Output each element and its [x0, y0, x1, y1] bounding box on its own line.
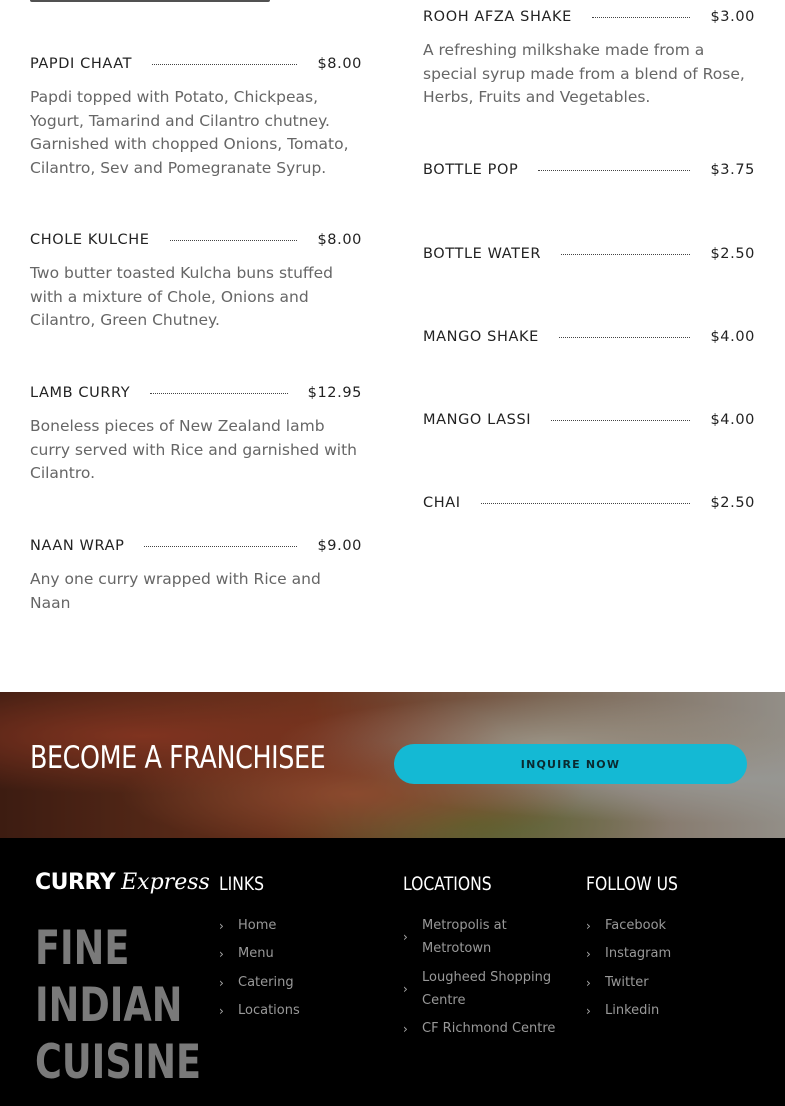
chevron-right-icon: ›	[219, 918, 224, 933]
footer-link-menu[interactable]	[219, 942, 274, 965]
footer-location-label: Lougheed Shopping Centre	[422, 970, 552, 1008]
menu-item-name: ROOH AFZA SHAKE	[423, 9, 572, 25]
footer-link-label: Catering	[238, 975, 294, 990]
menu-item	[30, 536, 362, 615]
chevron-right-icon: ›	[586, 975, 591, 990]
inquire-now-button[interactable]	[394, 744, 747, 784]
footer-link-label: Locations	[238, 1003, 300, 1018]
dotted-leader	[150, 393, 287, 394]
chevron-right-icon: ›	[403, 930, 408, 944]
footer-social-twitter[interactable]	[586, 971, 649, 994]
footer-location-label: CF Richmond Centre	[422, 1021, 556, 1036]
follow-heading: FOLLOW US	[586, 873, 678, 895]
chevron-right-icon: ›	[403, 982, 408, 996]
chevron-right-icon: ›	[586, 1003, 591, 1018]
dotted-leader	[152, 64, 297, 65]
menu-item	[423, 244, 755, 264]
footer-social-label: Facebook	[605, 918, 667, 933]
menu-item-name: LAMB CURRY	[30, 385, 131, 401]
footer-locations-column	[403, 870, 556, 1036]
menu-item-price: $3.00	[710, 9, 755, 25]
footer-location-lougheed[interactable]	[403, 966, 553, 1012]
footer-follow-column	[586, 870, 698, 1018]
dotted-leader	[144, 546, 297, 547]
menu-item-name: BOTTLE WATER	[423, 246, 542, 262]
dotted-leader	[592, 17, 691, 18]
franchise-title: BECOME A FRANCHISEE	[30, 740, 326, 776]
menu-item-description: Two butter toasted Kulcha buns stuffed with a mixture of Chole, Onions and Cilantro, Green Chutney.	[30, 264, 333, 329]
dotted-leader	[481, 503, 691, 504]
menu-item	[423, 327, 755, 347]
menu-item-name: NAAN WRAP	[30, 538, 125, 554]
menu-item	[423, 410, 755, 430]
menu-item-price: $9.00	[317, 538, 362, 554]
menu-item-name: BOTTLE POP	[423, 162, 519, 178]
footer-social-label: Linkedin	[605, 1003, 660, 1018]
chevron-right-icon: ›	[219, 946, 224, 961]
menu-item	[30, 230, 362, 333]
menu-item-name: CHOLE KULCHE	[30, 232, 150, 248]
menu-item-description: Boneless pieces of New Zealand lamb curry served with Rice and garnished with Cilantro.	[30, 417, 357, 482]
chevron-right-icon: ›	[219, 1003, 224, 1018]
footer-social-instagram[interactable]	[586, 942, 671, 965]
menu-item-price: $3.75	[710, 162, 755, 178]
menu-item	[30, 54, 362, 180]
franchise-banner	[0, 692, 785, 838]
footer-location-label: Metropolis at Metrotown	[422, 918, 507, 956]
menu-item	[423, 7, 755, 110]
inquire-now-label: INQUIRE NOW	[520, 757, 621, 771]
footer-links-column	[219, 870, 300, 1018]
footer-social-label: Twitter	[605, 975, 649, 990]
footer-location-metropolis[interactable]	[403, 914, 553, 960]
menu-item	[423, 160, 755, 180]
menu-item-price: $4.00	[710, 412, 755, 428]
dotted-leader	[561, 254, 690, 255]
footer-social-facebook[interactable]	[586, 914, 666, 937]
menu-item-price: $4.00	[710, 329, 755, 345]
locations-heading: LOCATIONS	[403, 873, 492, 895]
menu-item-price: $8.00	[317, 56, 362, 72]
footer-link-catering[interactable]	[219, 971, 294, 994]
dotted-leader	[538, 170, 690, 171]
chevron-right-icon: ›	[403, 1021, 408, 1036]
footer-social-label: Instagram	[605, 946, 672, 961]
menu-item-name: MANGO LASSI	[423, 412, 532, 428]
dotted-leader	[551, 420, 690, 421]
menu-item-description: Any one curry wrapped with Rice and Naan	[30, 570, 321, 612]
menu-item-name: MANGO SHAKE	[423, 329, 539, 345]
footer-link-locations[interactable]	[219, 999, 300, 1022]
menu-item-name: PAPDI CHAAT	[30, 56, 133, 72]
footer-link-home[interactable]	[219, 914, 276, 937]
menu-item	[423, 493, 755, 513]
chevron-right-icon: ›	[219, 975, 224, 990]
menu-item-name: CHAI	[423, 495, 461, 511]
footer-tagline: FINE INDIAN CUISINE	[35, 921, 202, 1090]
menu-item-price: $8.00	[317, 232, 362, 248]
chevron-right-icon: ›	[586, 946, 591, 961]
menu-item-price: $12.95	[307, 385, 362, 401]
menu-item-price: $2.50	[710, 246, 755, 262]
footer-location-richmond[interactable]	[403, 1017, 563, 1040]
dotted-leader	[559, 337, 691, 338]
dotted-leader	[170, 240, 298, 241]
logo-script-text: Express	[121, 870, 210, 895]
cut-off-heading	[30, 0, 270, 2]
menu-item-price: $2.50	[710, 495, 755, 511]
chevron-right-icon: ›	[586, 918, 591, 933]
menu-item-description: A refreshing milkshake made from a special syrup made from a blend of Rose, Herbs, Fruits and Vegetables.	[423, 41, 745, 106]
footer-link-label: Home	[238, 918, 277, 933]
footer-link-label: Menu	[238, 946, 274, 961]
logo-bold-text: CURRY	[35, 870, 116, 895]
menu-item	[30, 383, 362, 486]
footer	[0, 838, 785, 1106]
footer-social-linkedin[interactable]	[586, 999, 659, 1022]
links-heading: LINKS	[219, 873, 265, 895]
curry-express-logo[interactable]	[35, 870, 210, 895]
menu-item-description: Papdi topped with Potato, Chickpeas, Yogurt, Tamarind and Cilantro chutney. Garnished with chopped Onions, Tomato, Cilantro, Sev and Pomegranate Syrup.	[30, 88, 349, 177]
